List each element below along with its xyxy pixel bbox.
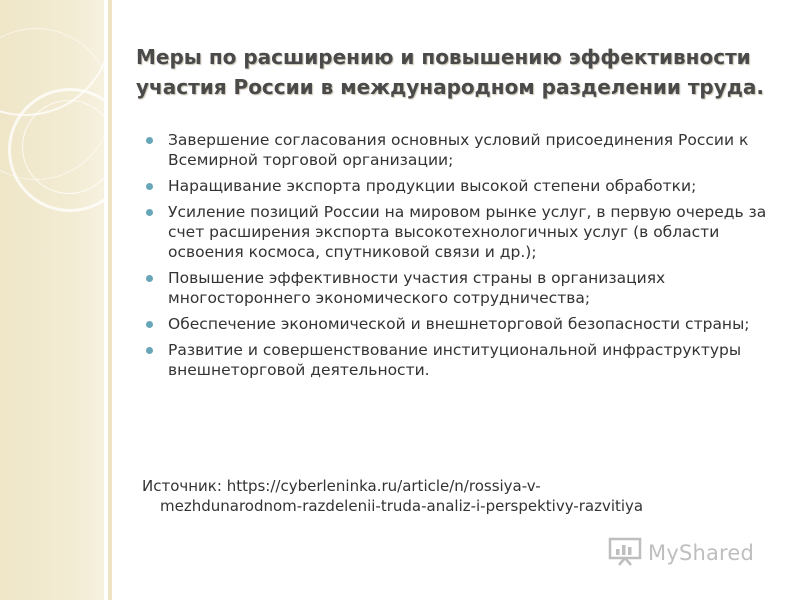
bullet-text: Повышение эффективности участия страны в организациях многостороннего экономического сотрудничества;: [168, 269, 666, 307]
bullet-dot-icon: [146, 183, 153, 190]
bullet-text: Завершение согласования основных условий присоединения России к Всемирной торговой организации;: [168, 131, 749, 169]
bullet-list: [146, 130, 786, 386]
source-citation: [142, 476, 782, 516]
bullet-dot-icon: [146, 275, 153, 282]
bullet-item: [146, 202, 786, 262]
slide-title: Меры по расширению и повышению эффективности участия России в международном разделении труда.: [136, 45, 765, 99]
bullet-dot-icon: [146, 347, 153, 354]
presentation-board-icon: [608, 536, 642, 570]
bullet-item: [146, 268, 786, 308]
sidebar-divider: [108, 0, 112, 600]
bullet-dot-icon: [146, 321, 153, 328]
source-url-line2: mezhdunarodnom-razdelenii-truda-analiz-i-perspektivy-razvitiya: [160, 497, 644, 515]
bullet-text: Обеспечение экономической и внешнеторговой безопасности страны;: [168, 315, 750, 333]
bullet-item: [146, 340, 786, 380]
watermark-text: MyShared: [648, 541, 755, 565]
bullet-dot-icon: [146, 209, 153, 216]
decorative-sidebar: [0, 0, 104, 600]
bullet-dot-icon: [146, 137, 153, 144]
myshared-watermark: [608, 536, 754, 570]
bullet-item: [146, 314, 786, 334]
source-url-line1: https://cyberleninka.ru/article/n/rossiya-v-: [226, 477, 541, 495]
source-label: Источник:: [142, 477, 222, 495]
bullet-item: [146, 130, 786, 170]
bullet-text: Наращивание экспорта продукции высокой степени обработки;: [168, 177, 697, 195]
bullet-item: [146, 176, 786, 196]
bullet-text: Развитие и совершенствование институциональной инфраструктуры внешнеторговой деятельности.: [168, 341, 742, 379]
bullet-text: Усиление позиций России на мировом рынке услуг, в первую очередь за счет расширения экспорта высокотехнологичных услуг (в области освоения космоса, спутниковой связи и др.);: [168, 203, 767, 261]
